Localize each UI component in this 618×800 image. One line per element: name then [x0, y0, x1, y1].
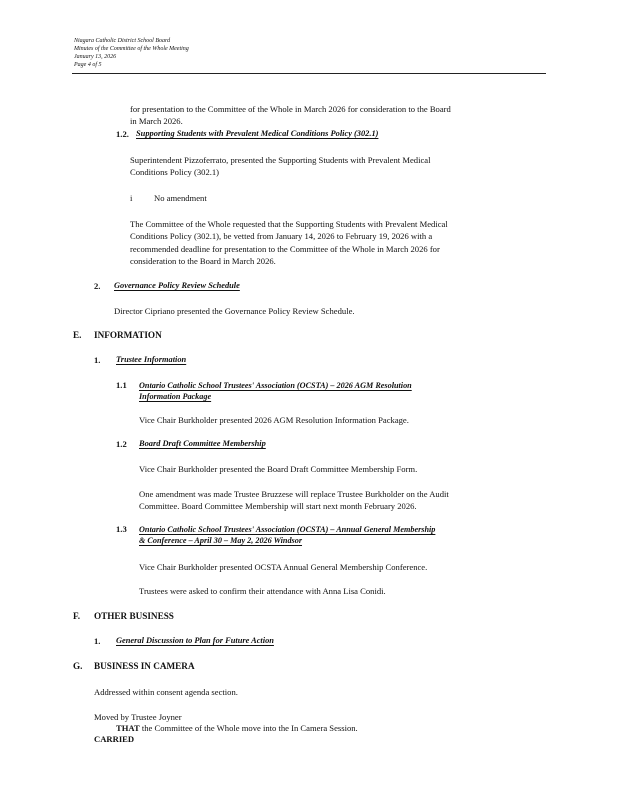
item-e-1-2-number: 1.2 [116, 439, 127, 449]
continuation-paragraph: for presentation to the Committee of the Whole in March 2026 for consideration to the Board in March 2026. [130, 104, 451, 127]
item-e-1-2-paragraph-1: Vice Chair Burkholder presented the Board Draft Committee Membership Form. [139, 464, 418, 474]
header-rule [72, 73, 546, 74]
bullet-text: No amendment [154, 193, 207, 203]
item-e-1-1-paragraph: Vice Chair Burkholder presented 2026 AGM Resolution Information Package. [139, 415, 409, 425]
item-e-1-3-paragraph-2: Trustees were asked to confirm their attendance with Anna Lisa Conidi. [139, 586, 386, 596]
carried-label: CARRIED [94, 734, 135, 744]
item-2-paragraph: Director Cipriano presented the Governance Policy Review Schedule. [114, 306, 355, 316]
bullet-marker: i [130, 193, 133, 203]
item-1-2-number: 1.2. [116, 129, 129, 139]
item-e-1-3-paragraph-1: Vice Chair Burkholder presented OCSTA Annual General Membership Conference. [139, 562, 428, 572]
header-date: January 13, 2026 [74, 54, 117, 60]
section-e-sub-number: 1. [94, 355, 101, 365]
header-page-number: Page 4 of 5 [74, 62, 102, 68]
section-g-letter: G. [73, 661, 83, 671]
section-f-letter: F. [73, 611, 81, 621]
item-2-title: Governance Policy Review Schedule [114, 281, 240, 290]
item-e-1-2-paragraph-2: One amendment was made Trustee Bruzzese will replace Trustee Burkholder on the Audit Committee. Board Committee Membership will start next month February 2026. [139, 489, 449, 512]
section-f-sub-title: General Discussion to Plan for Future Action [116, 636, 274, 645]
section-e-title: INFORMATION [94, 330, 162, 340]
item-e-1-2-title: Board Draft Committee Membership [139, 439, 266, 448]
section-e-sub-title: Trustee Information [116, 355, 187, 364]
motion-that: THAT [116, 723, 140, 733]
header-board-name: Niagara Catholic District School Board [74, 38, 171, 44]
moved-by-line: Moved by Trustee Joyner [94, 712, 182, 722]
section-g-paragraph: Addressed within consent agenda section. [94, 687, 238, 697]
section-g-title: BUSINESS IN CAMERA [94, 661, 195, 671]
section-f-sub-number: 1. [94, 636, 101, 646]
item-2-number: 2. [94, 281, 101, 291]
motion-line [116, 723, 358, 733]
item-e-1-3-title: Ontario Catholic School Trustees' Association (OCSTA) – Annual General Membership & Conference – April 30 – May 2, 2026 Windsor [139, 525, 436, 545]
motion-text: the Committee of the Whole move into the In Camera Session. [141, 723, 358, 733]
item-1-2-paragraph-1: Superintendent Pizzoferrato, presented the Supporting Students with Prevalent Medical Conditions Policy (302.1) [130, 155, 431, 178]
section-f-title: OTHER BUSINESS [94, 611, 174, 621]
section-e-letter: E. [73, 330, 82, 340]
item-e-1-1-title: Ontario Catholic School Trustees' Association (OCSTA) – 2026 AGM Resolution Information Package [139, 381, 412, 401]
item-1-2-title: Supporting Students with Prevalent Medical Conditions Policy (302.1) [136, 129, 379, 138]
item-e-1-1-number: 1.1 [116, 380, 127, 390]
item-e-1-3-number: 1.3 [116, 524, 127, 534]
header-meeting-name: Minutes of the Committee of the Whole Meeting [74, 46, 189, 52]
item-1-2-paragraph-2: The Committee of the Whole requested that the Supporting Students with Prevalent Medical Conditions Policy (302.1), be vetted from January 14, 2026 to February 19, 2026 with a recommended deadline for presentation to the Committee of the Whole in March 2026 for consideration to the Board in March 2026. [130, 219, 448, 267]
